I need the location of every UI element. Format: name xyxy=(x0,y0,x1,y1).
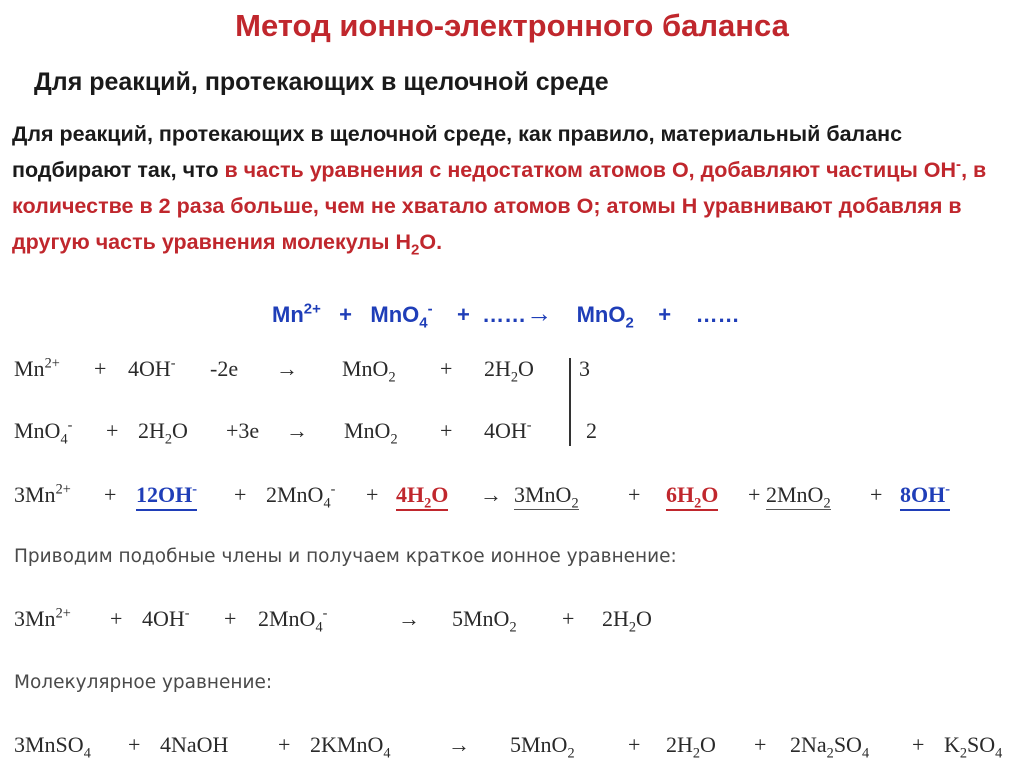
rule-text-red: в часть уравнения с недостатком атомов О, добавляют частицы ОН-, в количестве в 2 раза больше, чем не хватало атомов О; атомы Н уравнивают добавляя в другую часть уравнения молекулы $Н_2О$. xyxy=(12,155,987,259)
half-reaction-oxidation: $Mn^{2+}$ + 4OH- -2e → MnO$_2$ + $2H_2O$ 3 xyxy=(14,355,590,386)
half-reaction-reduction: MnO$_4$- + $2H_2O$ +3e → MnO$_2$ + 4OH- 2 xyxy=(14,417,597,448)
molecular-equation: 3MnSO$_4$ + 4NaOH + 2KMnO$_4$ → 5MnO$_2$ + $2H_2O$ + $2Na_2SO_4$ + $K_2SO_4$ xyxy=(14,732,1003,762)
short-ionic-equation: $3Mn^{2+}$ + 4OH- + 2MnO$_4$- → 5MnO$_2$ + $2H_2O$ xyxy=(14,605,652,636)
summed-equation: $3Mn^{2+}$ + 12OH- + 2MnO$_4$- + $4H_2O$ → 3MnO$_2$ + $6H_2O$ + 2MnO$_2$ + 8OH- xyxy=(14,481,950,512)
slide-subtitle: Для реакций, протекающих в щелочной среде xyxy=(34,68,609,96)
reaction-scheme: $Mn^{2+}$ + MnO$_4$- + ……→ MnO$_2$ + …… xyxy=(272,298,740,332)
rule-paragraph xyxy=(12,116,1012,260)
factor-reduction: 2 xyxy=(586,418,597,443)
note-short-ionic: Приводим подобные члены и получаем краткое ионное уравнение: xyxy=(14,546,677,567)
rule-text-black: Для реакций, протекающих в щелочной среде, как правило, материальный баланс подбирают так, что xyxy=(12,122,903,182)
factor-oxidation: 3 xyxy=(579,356,590,381)
note-molecular: Молекулярное уравнение: xyxy=(14,672,273,693)
slide-title: Метод ионно-электронного баланса xyxy=(235,8,789,43)
